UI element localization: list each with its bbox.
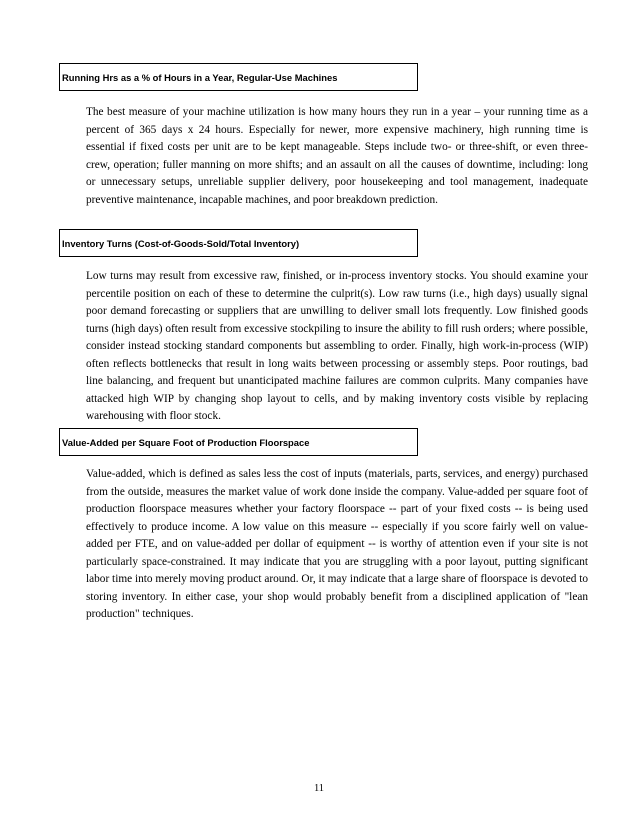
section-heading-text: Value-Added per Square Foot of Production Floorspace	[62, 436, 310, 448]
section-body-value-added: Value-added, which is defined as sales less the cost of inputs (materials, parts, services, and energy) purchased from the outside, measures the market value of work done inside the company. Value-added per square foot of production floorspace measures whether your factory floorspace -- part of your fixed costs -- is being used effectively to produce income. A low value on this measure -- especially if you score fairly well on value-added per FTE, and on value-added per dollar of equipment -- is worthy of attention even if your site is not particularly space-constrained. It may indicate that you are struggling with a poor layout, putting significant labor time into merely moving product around. Or, it may indicate that a large share of floorspace is devoted to storing inventory. In either case, your shop would probably benefit from a disciplined application of "lean production" techniques.	[86, 468, 588, 621]
section-heading-running-hours	[59, 63, 418, 91]
section-body-running-hours: The best measure of your machine utilization is how many hours they run in a year – your running time as a percent of 365 days x 24 hours. Especially for newer, more expensive machinery, high running time is essential if fixed costs per unit are to be kept manageable. Steps include two- or three-shift, or even three-crew, operation; fuller manning on more shifts; and an assault on all the causes of downtime, including: long or unnecessary setups, unreliable supplier delivery, poor housekeeping and tool management, inadequate preventive maintenance, incapable machines, and poor breakdown prediction.	[86, 106, 588, 206]
section-heading-inventory-turns	[59, 229, 418, 257]
page-number: 11	[313, 783, 325, 794]
section-heading-text: Running Hrs as a % of Hours in a Year, Regular-Use Machines	[62, 71, 338, 83]
section-heading-value-added	[59, 428, 418, 456]
section-heading-text: Inventory Turns (Cost-of-Goods-Sold/Total Inventory)	[62, 237, 300, 249]
section-body-inventory-turns: Low turns may result from excessive raw, finished, or in-process inventory stocks. You should examine your percentile position on each of these to determine the culprit(s). Low raw turns (i.e., high days) usually signal poor demand forecasting or suppliers that are unwilling to deliver small lots frequently. Low finished goods turns (high days) often result from excessive stockpiling to insure the ability to fill rush orders; where possible, consider instead stocking standard components but assembling to order. Finally, high work-in-process (WIP) often reflects bottlenecks that result in long waits between processing or assembly steps. Poor routings, bad line balancing, and frequent but unanticipated machine failures are common culprits. Many companies have attacked high WIP by changing shop layout to cells, and by making inventory costs visible by replacing warehousing with floor stock.	[86, 270, 588, 423]
